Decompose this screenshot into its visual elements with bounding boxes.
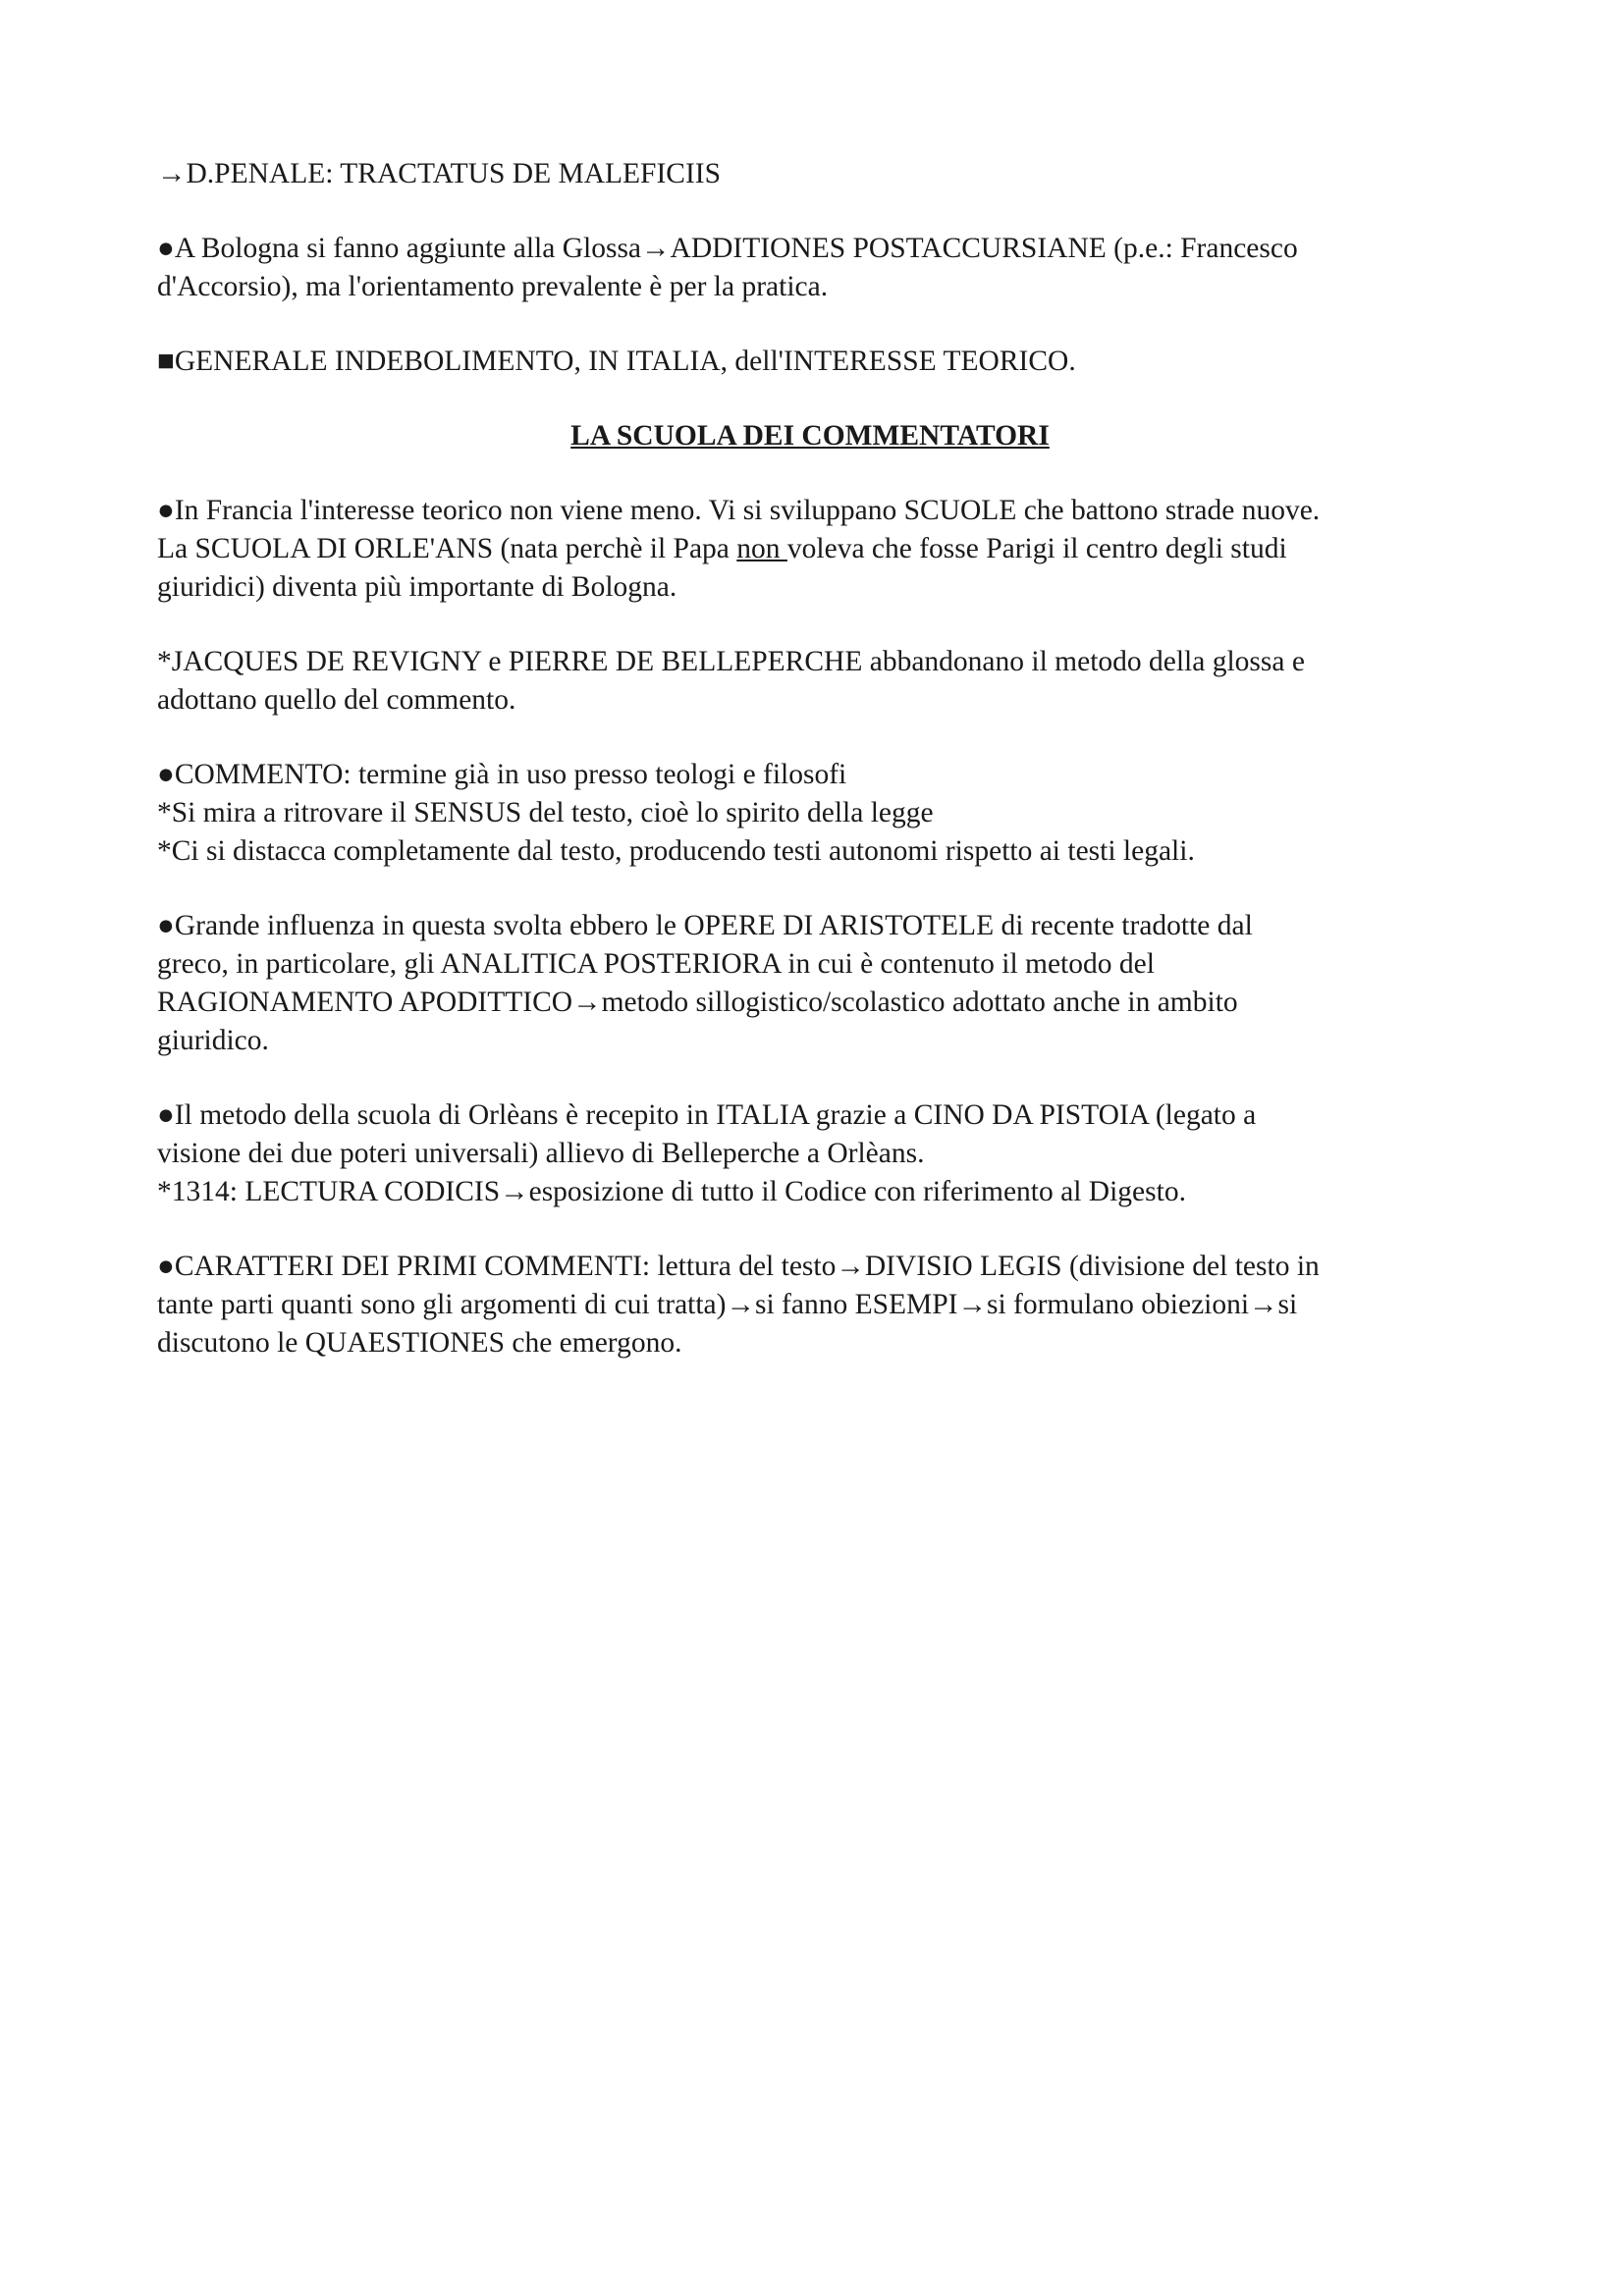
paragraph-bologna-additiones [157, 230, 1492, 306]
text-line: *Si mira a ritrovare il SENSUS del testo, cioè lo spirito della legge [157, 797, 934, 828]
text-segment: La SCUOLA DI ORLE'ANS (nata perchè il Papa [157, 533, 737, 564]
text-line: ■GENERALE INDEBOLIMENTO, IN ITALIA, dell'INTERESSE TEORICO. [157, 346, 1076, 377]
text-line: giuridici) diventa più importante di Bologna. [157, 571, 677, 603]
text-line: *JACQUES DE REVIGNY e PIERRE DE BELLEPERCHE abbandonano il metodo della glossa e [157, 646, 1305, 677]
paragraph-indebolimento [157, 343, 1492, 381]
text-line: RAGIONAMENTO APODITTICO→metodo sillogistico/scolastico adottato anche in ambito [157, 987, 1238, 1018]
paragraph-revigny-belleperche [157, 643, 1492, 720]
paragraph-commento [157, 756, 1492, 871]
text-line: tante parti quanti sono gli argomenti di cui tratta)→si fanno ESEMPI→si formulano obiezioni→si [157, 1289, 1298, 1320]
text-line [157, 530, 1492, 568]
text-line: adottano quello del commento. [157, 684, 516, 716]
text-line: greco, in particolare, gli ANALITICA POSTERIORA in cui è contenuto il metodo del [157, 948, 1155, 980]
text-line: visione dei due poteri universali) allievo di Belleperche a Orlèans. [157, 1138, 925, 1169]
paragraph-francia-scuole [157, 492, 1492, 607]
text-line: ●COMMENTO: termine già in uso presso teologi e filosofi [157, 759, 847, 790]
text-line: ●In Francia l'interesse teorico non viene meno. Vi si sviluppano SCUOLE che battono strade nuove. [157, 495, 1321, 526]
text-line: discutono le QUAESTIONES che emergono. [157, 1327, 682, 1359]
text-segment: voleva che fosse Parigi il centro degli studi [786, 533, 1287, 564]
paragraph-caratteri-commenti [157, 1248, 1492, 1362]
text-line: d'Accorsio), ma l'orientamento prevalente è per la pratica. [157, 271, 829, 302]
text-line: giuridico. [157, 1025, 269, 1056]
text-line: →D.PENALE: TRACTATUS DE MALEFICIIS [157, 158, 721, 189]
paragraph-cino-da-pistoia [157, 1096, 1492, 1211]
text-line: *Ci si distacca completamente dal testo, producendo testi autonomi rispetto ai testi legali. [157, 835, 1195, 867]
paragraph-aristotele [157, 907, 1492, 1060]
text-line: ●A Bologna si fanno aggiunte alla Glossa→ADDITIONES POSTACCURSIANE (p.e.: Francesco [157, 233, 1298, 264]
text-line: *1314: LECTURA CODICIS→esposizione di tutto il Codice con riferimento al Digesto. [157, 1176, 1186, 1207]
page-content [157, 155, 1492, 1399]
underlined-word: non [736, 533, 787, 564]
section-title: LA SCUOLA DEI COMMENTATORI [570, 420, 1050, 452]
paragraph-diritto-penale [157, 155, 1492, 193]
text-line: ●CARATTERI DEI PRIMI COMMENTI: lettura del testo→DIVISIO LEGIS (divisione del testo in [157, 1251, 1320, 1282]
text-line: ●Il metodo della scuola di Orlèans è recepito in ITALIA grazie a CINO DA PISTOIA (legato a [157, 1099, 1257, 1131]
text-line: ●Grande influenza in questa svolta ebbero le OPERE DI ARISTOTELE di recente tradotte dal [157, 910, 1253, 941]
